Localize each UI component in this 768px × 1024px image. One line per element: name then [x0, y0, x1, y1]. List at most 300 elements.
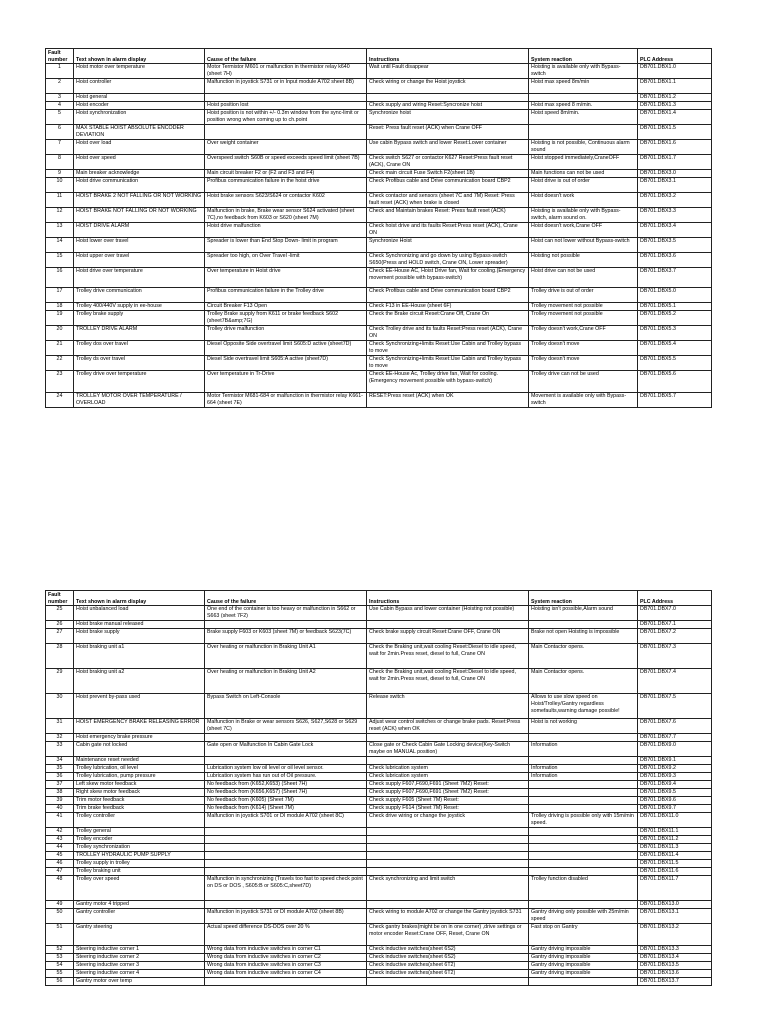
- system-reaction: Fast stop on Gantry: [529, 924, 638, 946]
- table-row: [46, 94, 712, 102]
- instructions: Use cabin Bypass switch and lower Reset:Lower container: [367, 140, 529, 155]
- fault-number: 52: [46, 946, 74, 954]
- fault-number: 13: [46, 223, 74, 238]
- instructions: [367, 757, 529, 765]
- fault-number: 46: [46, 860, 74, 868]
- instructions: Adjust wear control switches or change brake pads. Reset:Press reset (ACK) when OK: [367, 719, 529, 734]
- alarm-text: Right skew motor feedback: [74, 789, 205, 797]
- instructions: Reset: Press fault reset (ACK) when Crane OFF: [367, 125, 529, 140]
- table-row: [46, 954, 712, 962]
- instructions: Release switch: [367, 694, 529, 719]
- plc-address: DB701.DBX3.5: [638, 238, 712, 253]
- plc-address: DB701.DBX11.1: [638, 828, 712, 836]
- system-reaction: [529, 836, 638, 844]
- plc-address: DB701.DBX7.5: [638, 694, 712, 719]
- system-reaction: Trolley function disabled: [529, 876, 638, 901]
- fault-number: 44: [46, 844, 74, 852]
- instructions: [367, 836, 529, 844]
- alarm-text: Trolley dos over travel: [74, 341, 205, 356]
- cause: Over temperature in Tr-Drive: [205, 371, 367, 393]
- fault-number: 21: [46, 341, 74, 356]
- alarm-text: Hoist encoder: [74, 102, 205, 110]
- cause: Wrong data from inductive switches in corner C4: [205, 970, 367, 978]
- fault-number: 56: [46, 978, 74, 986]
- table-row: [46, 719, 712, 734]
- cause: Trolley drive malfunction: [205, 326, 367, 341]
- instructions: Check brake supply circuit Reset:Crane OFF, Crane ON: [367, 629, 529, 644]
- alarm-text: Hoist over speed: [74, 155, 205, 170]
- fault-number: 19: [46, 311, 74, 326]
- plc-address: DB701.DBX9.2: [638, 765, 712, 773]
- instructions: [367, 621, 529, 629]
- cause: Profibus communication failure in the Trolley drive: [205, 288, 367, 303]
- plc-address: DB701.DBX11.2: [638, 836, 712, 844]
- instructions: Check F13 in EE-House (sheet 6F): [367, 303, 529, 311]
- cause: [205, 868, 367, 876]
- instructions: Check switch S627 or contactor K627 Reset:Press fault reset (ACK), Crane ON: [367, 155, 529, 170]
- plc-address: DB701.DBX9.4: [638, 781, 712, 789]
- alarm-text: MAX STABLE HOIST ABSOLUTE ENCODER DEVIATION: [74, 125, 205, 140]
- instructions: Check Synchronizing+limits Reset:Use Cabin and Trolley bypass to move: [367, 341, 529, 356]
- system-reaction: Hoist doesn't work: [529, 193, 638, 208]
- system-reaction: Hoist max speed 8 m/min.: [529, 102, 638, 110]
- alarm-text: Trim brake feedback: [74, 805, 205, 813]
- table-row: [46, 789, 712, 797]
- instructions: Check Synchronizing and go down by using Bypass-switch S650(Press and HOLD switch, Crane ON, Lower spreader): [367, 253, 529, 268]
- alarm-text: Main breaker acknowledge: [74, 170, 205, 178]
- fault-number: 49: [46, 901, 74, 909]
- table-row: [46, 860, 712, 868]
- alarm-text: Hoist unbalanced load: [74, 606, 205, 621]
- system-reaction: Hoisting not possible: [529, 253, 638, 268]
- plc-address: DB701.DBX13.4: [638, 954, 712, 962]
- alarm-text: Hoist drive over temperature: [74, 268, 205, 288]
- fault-number: 6: [46, 125, 74, 140]
- system-reaction: Hoist can not lower without Bypass-switch: [529, 238, 638, 253]
- cause: Trolley Brake supply from K611 or brake feedback S602 (sheet7B&amp;7G): [205, 311, 367, 326]
- fault-number: 28: [46, 644, 74, 669]
- table-row: [46, 901, 712, 909]
- alarm-text: TROLLEY MOTOR OVER TEMPERATURE / OVERLOAD: [74, 393, 205, 408]
- system-reaction: [529, 781, 638, 789]
- instructions: Check main circuit Fuse Switch F2(sheet 1B): [367, 170, 529, 178]
- cause: Wrong data from inductive switches in corner C3: [205, 962, 367, 970]
- cause: Diesel Opposite Side overtravel limit S605:D active (sheet7D): [205, 341, 367, 356]
- instructions: Check supply F607,F690,F691 (Sheet 7M2) Reset:: [367, 789, 529, 797]
- header-text: Text shown in alarm display: [74, 49, 205, 64]
- cause: Motor Termistor M601 or malfunction in thermistor relay k640 (sheet 7H): [205, 64, 367, 79]
- fault-number: 51: [46, 924, 74, 946]
- alarm-text: Hoist braking unit a2: [74, 669, 205, 694]
- cause: [205, 860, 367, 868]
- instructions: Synchronize Hoist: [367, 238, 529, 253]
- system-reaction: [529, 94, 638, 102]
- system-reaction: Hoist max speed 8m/min: [529, 79, 638, 94]
- plc-address: DB701.DBX1.6: [638, 140, 712, 155]
- alarm-text: Hoist braking unit a1: [74, 644, 205, 669]
- fault-number: 5: [46, 110, 74, 125]
- header-reaction: System reaction: [529, 591, 638, 606]
- alarm-text: TROLLEY HYDRAULIC PUMP SUPPLY: [74, 852, 205, 860]
- cause: [205, 94, 367, 102]
- plc-address: DB701.DBX3.7: [638, 268, 712, 288]
- cause: [205, 828, 367, 836]
- table-row: [46, 644, 712, 669]
- alarm-text: Maintenance reset needed: [74, 757, 205, 765]
- system-reaction: Hoisting is not possible, Continuous alarm sound: [529, 140, 638, 155]
- cause: Diesel Side overtravel limit S605:A active (sheet7D): [205, 356, 367, 371]
- cause: [205, 125, 367, 140]
- instructions: Check EE-House AC, Hoist Drive fan, Wait for cooling.(Emergency movement possible with bypass-switch): [367, 268, 529, 288]
- system-reaction: Movement is available only with Bypass-switch: [529, 393, 638, 408]
- plc-address: DB701.DBX5.5: [638, 356, 712, 371]
- cause: [205, 844, 367, 852]
- system-reaction: Information: [529, 765, 638, 773]
- header-text: Text shown in alarm display: [74, 591, 205, 606]
- table-row: [46, 694, 712, 719]
- cause: One end of the container is too heavy or malfunction in S662 or S663 (sheet 7F2): [205, 606, 367, 621]
- table-row: [46, 371, 712, 393]
- plc-address: DB701.DBX11.5: [638, 860, 712, 868]
- cause: Circuit Breaker F13 Open: [205, 303, 367, 311]
- instructions: [367, 860, 529, 868]
- system-reaction: Gantry driving only possible with 25m/min speed: [529, 909, 638, 924]
- table-row: [46, 962, 712, 970]
- header-instructions: Instructions: [367, 591, 529, 606]
- instructions: Check lubrication system: [367, 765, 529, 773]
- alarm-text: Trolley braking unit: [74, 868, 205, 876]
- plc-address: DB701.DBX7.6: [638, 719, 712, 734]
- fault-number: 31: [46, 719, 74, 734]
- table-row: [46, 742, 712, 757]
- alarm-text: Trolley general: [74, 828, 205, 836]
- table-row: [46, 268, 712, 288]
- fault-number: 47: [46, 868, 74, 876]
- fault-number: 35: [46, 765, 74, 773]
- alarm-text: Trolley synchronization: [74, 844, 205, 852]
- plc-address: DB701.DBX1.5: [638, 125, 712, 140]
- alarm-text: Trolley drive communication: [74, 288, 205, 303]
- plc-address: DB701.DBX1.2: [638, 94, 712, 102]
- table-row: [46, 208, 712, 223]
- alarm-text: Gantry controller: [74, 909, 205, 924]
- fault-number: 32: [46, 734, 74, 742]
- header-fault-number: Fault number: [46, 591, 74, 606]
- cause: Lubrication system low oil level or oil level sensor.: [205, 765, 367, 773]
- cause: Gate open or Malfunction In Cabin Gate Lock: [205, 742, 367, 757]
- fault-number: 37: [46, 781, 74, 789]
- instructions: Check drive wiring or change the joystick: [367, 813, 529, 828]
- cause: Spreader too high, on Over Travel -limit: [205, 253, 367, 268]
- plc-address: DB701.DBX5.6: [638, 371, 712, 393]
- fault-number: 36: [46, 773, 74, 781]
- alarm-text: Hoist emergency brake pressure: [74, 734, 205, 742]
- system-reaction: Main Contactor opens.: [529, 644, 638, 669]
- fault-number: 25: [46, 606, 74, 621]
- fault-number: 43: [46, 836, 74, 844]
- cause: No feedback from (K605) (Sheet 7M): [205, 797, 367, 805]
- instructions: Check hoist drive and its faults Reset:Press reset (ACK), Crane ON: [367, 223, 529, 238]
- table-row: [46, 797, 712, 805]
- system-reaction: Information: [529, 742, 638, 757]
- cause: Wrong data from inductive switches in corner C2: [205, 954, 367, 962]
- table-row: [46, 178, 712, 193]
- system-reaction: [529, 860, 638, 868]
- alarm-text: Hoist over load: [74, 140, 205, 155]
- plc-address: DB701.DBX1.1: [638, 79, 712, 94]
- alarm-text: Trolley lubrication, oil level: [74, 765, 205, 773]
- fault-number: 38: [46, 789, 74, 797]
- cause: Overspeed switch S60B or speed exceeds speed limit (sheet 7B): [205, 155, 367, 170]
- table-row: [46, 341, 712, 356]
- table-row: [46, 805, 712, 813]
- alarm-text: Trolley lubrication, pump pressure: [74, 773, 205, 781]
- header-plc: PLC Address: [638, 591, 712, 606]
- table-row: [46, 669, 712, 694]
- system-reaction: Trolley doesn't move: [529, 341, 638, 356]
- fault-number: 9: [46, 170, 74, 178]
- plc-address: DB701.DBX1.7: [638, 155, 712, 170]
- plc-address: DB701.DBX5.1: [638, 303, 712, 311]
- system-reaction: Main Contactor opens.: [529, 669, 638, 694]
- fault-number: 2: [46, 79, 74, 94]
- table-row: [46, 223, 712, 238]
- alarm-text: Steering inductive corner 4: [74, 970, 205, 978]
- instructions: [367, 852, 529, 860]
- alarm-text: Hoist motor over temperature: [74, 64, 205, 79]
- instructions: Check EE-House Ac, Trolley drive fan, Wait for cooling.(Emergency movement possible with bypass-switch): [367, 371, 529, 393]
- plc-address: DB701.DBX3.4: [638, 223, 712, 238]
- plc-address: DB701.DBX9.6: [638, 797, 712, 805]
- fault-number: 4: [46, 102, 74, 110]
- cause: Actual speed difference DS-DOS over 20 %: [205, 924, 367, 946]
- plc-address: DB701.DBX7.7: [638, 734, 712, 742]
- table-row: [46, 773, 712, 781]
- system-reaction: Hoisting is available only with Bypass-switch, alarm sound on.: [529, 208, 638, 223]
- system-reaction: Hoist doesn't work,Crane OFF: [529, 223, 638, 238]
- fault-number: 40: [46, 805, 74, 813]
- instructions: [367, 901, 529, 909]
- system-reaction: Hoisting is available only with Bypass-switch: [529, 64, 638, 79]
- cause: Motor Termistor M681-684 or malfunction in thermistor relay K661-664 (sheet 7E): [205, 393, 367, 408]
- system-reaction: Information: [529, 773, 638, 781]
- table-row: [46, 125, 712, 140]
- plc-address: DB701.DBX7.1: [638, 621, 712, 629]
- cause: [205, 836, 367, 844]
- alarm-text: Hoist general: [74, 94, 205, 102]
- alarm-text: Hoist brake supply: [74, 629, 205, 644]
- cause: Malfunction in joystick S701 or DI module A702 (sheet 8C): [205, 813, 367, 828]
- system-reaction: [529, 852, 638, 860]
- cause: [205, 901, 367, 909]
- plc-address: DB701.DBX5.4: [638, 341, 712, 356]
- instructions: Check inductive switches(sheet 6T2): [367, 970, 529, 978]
- alarm-text: Trim motor feedback: [74, 797, 205, 805]
- plc-address: DB701.DBX3.6: [638, 253, 712, 268]
- table-row: [46, 734, 712, 742]
- plc-address: DB701.DBX11.4: [638, 852, 712, 860]
- instructions: Check Synchronizing+limits Reset:Use Cabin and Trolley bypass to move: [367, 356, 529, 371]
- plc-address: DB701.DBX9.5: [638, 789, 712, 797]
- instructions: [367, 734, 529, 742]
- fault-number: 34: [46, 757, 74, 765]
- alarm-text: Trolley drive over temperature: [74, 371, 205, 393]
- system-reaction: [529, 734, 638, 742]
- fault-number: 29: [46, 669, 74, 694]
- table-row: [46, 79, 712, 94]
- header-fault-number: Fault number: [46, 49, 74, 64]
- alarm-text: Gantry steering: [74, 924, 205, 946]
- table-1-body: [46, 64, 712, 408]
- system-reaction: Trolley doesn't work,Crane OFF: [529, 326, 638, 341]
- table-row: [46, 828, 712, 836]
- plc-address: DB701.DBX9.3: [638, 773, 712, 781]
- table-row: [46, 170, 712, 178]
- instructions: Check supply F614 (Sheet 7M) Reset:: [367, 805, 529, 813]
- fault-number: 42: [46, 828, 74, 836]
- system-reaction: Gantry driving impossible: [529, 962, 638, 970]
- system-reaction: Hoist is not working: [529, 719, 638, 734]
- table-row: [46, 813, 712, 828]
- fault-number: 53: [46, 954, 74, 962]
- cause: [205, 757, 367, 765]
- cause: [205, 621, 367, 629]
- fault-number: 30: [46, 694, 74, 719]
- cause: Main circuit breaker F2 or (F2 and F3 and F4): [205, 170, 367, 178]
- system-reaction: Hoisting isn't possible,Alarm sound: [529, 606, 638, 621]
- plc-address: DB701.DBX13.1: [638, 909, 712, 924]
- table-row: [46, 356, 712, 371]
- header-reaction: System reaction: [529, 49, 638, 64]
- instructions: Use Cabin Bypass and lower container (Hoisting not possible): [367, 606, 529, 621]
- table-header-row: [46, 49, 712, 64]
- plc-address: DB701.DBX1.4: [638, 110, 712, 125]
- table-row: [46, 140, 712, 155]
- instructions: Check gantry brakes(might be on in one corner) ,drive settings or motor encoder Reset:Crane OFF, Reset, Crane ON: [367, 924, 529, 946]
- instructions: Check Trolley drive and its faults Reset:Press reset (ACK), Crane ON: [367, 326, 529, 341]
- alarm-text: HOIST DRIVE ALARM: [74, 223, 205, 238]
- instructions: Check the Brake circuit Reset:Crane Off, Crane On: [367, 311, 529, 326]
- fault-number: 50: [46, 909, 74, 924]
- table-row: [46, 978, 712, 986]
- fault-number: 18: [46, 303, 74, 311]
- fault-number: 55: [46, 970, 74, 978]
- instructions: [367, 94, 529, 102]
- alarm-text: Hoist brake manual released: [74, 621, 205, 629]
- table-row: [46, 765, 712, 773]
- system-reaction: Hoist speed 8m/min.: [529, 110, 638, 125]
- system-reaction: [529, 805, 638, 813]
- cause: [205, 734, 367, 742]
- alarm-text: Hoist lower over travel: [74, 238, 205, 253]
- system-reaction: Main functions can not be used: [529, 170, 638, 178]
- system-reaction: Hoist drive can not be used: [529, 268, 638, 288]
- plc-address: DB701.DBX7.0: [638, 606, 712, 621]
- alarm-text: Trolley ds over travel: [74, 356, 205, 371]
- cause: Over heating or malfunction in Braking Unit A2: [205, 669, 367, 694]
- cause: Brake supply F603 or K603 (sheet 7M) or feedback S623(7C): [205, 629, 367, 644]
- instructions: [367, 978, 529, 986]
- alarm-text: TROLLEY DRIVE ALARM: [74, 326, 205, 341]
- instructions: Check supply F605 (Sheet 7M) Reset:: [367, 797, 529, 805]
- cause: Wrong data from inductive switches in corner C1: [205, 946, 367, 954]
- plc-address: DB701.DBX3.0: [638, 170, 712, 178]
- system-reaction: [529, 797, 638, 805]
- table-row: [46, 757, 712, 765]
- fault-number: 39: [46, 797, 74, 805]
- instructions: [367, 828, 529, 836]
- fault-number: 27: [46, 629, 74, 644]
- instructions: Check contactor and sensors (sheet 7C and 7M) Reset: Press fault reset (ACK) when brake is closed: [367, 193, 529, 208]
- table-row: [46, 253, 712, 268]
- instructions: Check inductive switches(sheet 6S2): [367, 954, 529, 962]
- cause: No feedback from (K614) (Sheet 7M): [205, 805, 367, 813]
- cause: Bypass Switch on Left-Console: [205, 694, 367, 719]
- instructions: Check wiring to module A702 or change the Gantry joystick S731: [367, 909, 529, 924]
- system-reaction: Gantry driving impossible: [529, 946, 638, 954]
- fault-number: 11: [46, 193, 74, 208]
- plc-address: DB701.DBX7.4: [638, 669, 712, 694]
- system-reaction: [529, 901, 638, 909]
- alarm-text: Trolley over speed: [74, 876, 205, 901]
- fault-number: 45: [46, 852, 74, 860]
- fault-number: 22: [46, 356, 74, 371]
- fault-number: 16: [46, 268, 74, 288]
- cause: Over weight container: [205, 140, 367, 155]
- system-reaction: Trolley movement not possible: [529, 303, 638, 311]
- cause: Lubrication system has run out of Oil pressure.: [205, 773, 367, 781]
- fault-number: 33: [46, 742, 74, 757]
- alarm-text: Gantry motor over temp: [74, 978, 205, 986]
- fault-number: 54: [46, 962, 74, 970]
- fault-number: 8: [46, 155, 74, 170]
- table-row: [46, 64, 712, 79]
- alarm-text: Trolley supply in trolley: [74, 860, 205, 868]
- table-row: [46, 852, 712, 860]
- instructions: Synchronize hoist: [367, 110, 529, 125]
- alarm-text: Gantry motor 4 tripped: [74, 901, 205, 909]
- plc-address: DB701.DBX3.3: [638, 208, 712, 223]
- table-row: [46, 238, 712, 253]
- table-row: [46, 629, 712, 644]
- plc-address: DB701.DBX5.3: [638, 326, 712, 341]
- cause: Malfunction in Brake or wear sensors S626, S627,S628 or S629 (sheet 7C): [205, 719, 367, 734]
- system-reaction: Trolley doesn't move: [529, 356, 638, 371]
- instructions: [367, 844, 529, 852]
- fault-number: 41: [46, 813, 74, 828]
- instructions: Check the Braking unit,wait cooling Reset:Diesel to idle speed, wait for 2min.Press reset, diesel to full, Crane ON: [367, 644, 529, 669]
- plc-address: DB701.DBX5.2: [638, 311, 712, 326]
- plc-address: DB701.DBX3.2: [638, 193, 712, 208]
- cause: Hoist brake sensors S623/S624 or contactor K602: [205, 193, 367, 208]
- plc-address: DB701.DBX1.0: [638, 64, 712, 79]
- alarm-text: HOIST BRAKE NOT FALLING OR NOT WORKING: [74, 208, 205, 223]
- plc-address: DB701.DBX9.0: [638, 742, 712, 757]
- table-header-row: [46, 591, 712, 606]
- table-row: [46, 876, 712, 901]
- table-row: [46, 909, 712, 924]
- instructions: Check synchronizing and limit switch: [367, 876, 529, 901]
- system-reaction: Hoist drive is out of order: [529, 178, 638, 193]
- fault-number: 15: [46, 253, 74, 268]
- plc-address: DB701.DBX13.6: [638, 970, 712, 978]
- fault-number: 17: [46, 288, 74, 303]
- fault-number: 10: [46, 178, 74, 193]
- plc-address: DB701.DBX11.6: [638, 868, 712, 876]
- table-row: [46, 844, 712, 852]
- system-reaction: Trolley drive is out of order: [529, 288, 638, 303]
- alarm-text: HOIST BRAKE 2 NOT FALLING OR NOT WORKING: [74, 193, 205, 208]
